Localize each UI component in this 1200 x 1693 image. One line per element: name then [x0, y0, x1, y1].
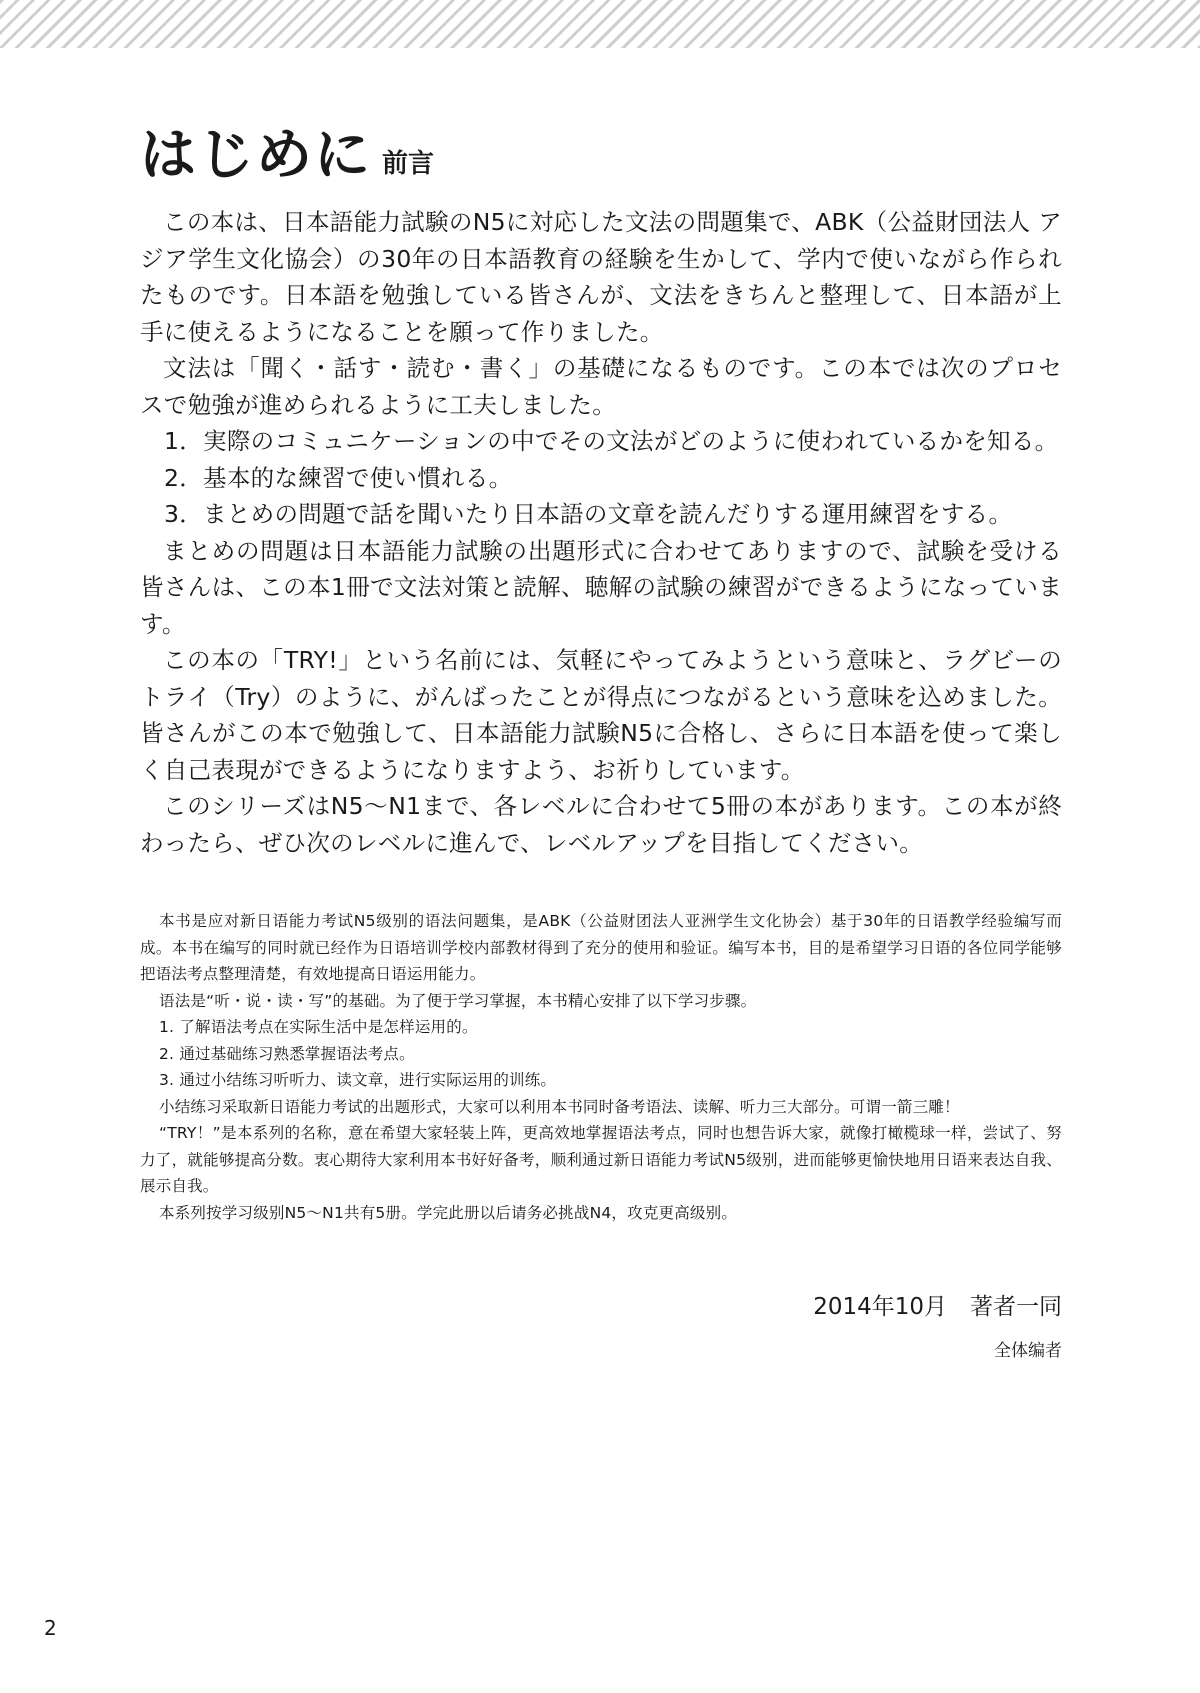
cn-paragraph-grammar: 语法是“听・说・读・写”的基础。为了便于学习掌握，本书精心安排了以下学习步骤。	[159, 991, 757, 1010]
signature-chinese: 全体编者	[994, 1341, 1062, 1361]
decorative-stripe-band	[0, 0, 1200, 48]
signature-date: 2014年10月 著者一同	[813, 1294, 1062, 1320]
jp-paragraph-series: このシリーズはN5～N1まで、各レベルに合わせて5冊の本があります。この本が終わったら、ぜひ次のレベルに進んで、レベルアップを目指してください。	[140, 792, 1062, 857]
jp-step-3: 3．まとめの問題で話を聞いたり日本語の文章を読んだりする運用練習をする。	[164, 500, 1013, 528]
jp-paragraph-try: この本の「TRY!」という名前には、気軽にやってみようという意味と、ラグビーのトライ（Try）のように、がんばったことが得点につながるという意味を込めました。皆さんがこの本で勉強して、日本語能力試験N5に合格し、さらに日本語を使って楽しく自己表現ができるようになりますよう、お祈りしています。	[140, 646, 1062, 784]
cn-paragraph-summary: 小结练习采取新日语能力考试的出题形式，大家可以利用本书同时备考语法、读解、听力三大部分。可谓一箭三雕！	[159, 1097, 960, 1116]
page-number: 2	[44, 1616, 57, 1640]
japanese-preface	[140, 204, 1062, 861]
page-title: はじめに	[140, 123, 372, 188]
page-subtitle: 前言	[382, 149, 435, 179]
cn-step-3: 3. 通过小结练习听听力、读文章，进行实际运用的训练。	[159, 1071, 557, 1089]
page-heading	[140, 123, 435, 188]
cn-paragraph-try: “TRY！”是本系列的名称，意在希望大家轻装上阵，更高效地掌握语法考点，同时也想告诉大家，就像打橄榄球一样，尝试了、努力了，就能够提高分数。衷心期待大家利用本书好好备考，顺利通过新日语能力考试N5级别，进而能够更愉快地用日语来表达自我、展示自我。	[140, 1124, 1062, 1195]
jp-paragraph-summary: まとめの問題は日本語能力試験の出題形式に合わせてありますので、試験を受ける皆さんは、この本1冊で文法対策と読解、聴解の試験の練習ができるようになっています。	[140, 536, 1062, 638]
jp-step-1: 1．実際のコミュニケーションの中でその文法がどのように使われているかを知る。	[164, 427, 1059, 455]
jp-step-2: 2．基本的な練習で使い慣れる。	[164, 463, 513, 492]
cn-step-2: 2. 通过基础练习熟悉掌握语法考点。	[159, 1044, 415, 1063]
cn-step-1: 1. 了解语法考点在实际生活中是怎样运用的。	[159, 1018, 478, 1036]
cn-paragraph-intro: 本书是应对新日语能力考试N5级别的语法问题集，是ABK（公益财团法人亚洲学生文化协会）基于30年的日语教学经验编写而成。本书在编写的同时就已经作为日语培训学校内部教材得到了充分的使用和验证。编写本书，目的是希望学习日语的各位同学能够把语法考点整理清楚，有效地提高日语运用能力。	[140, 912, 1062, 983]
jp-paragraph-intro: この本は、日本語能力試験のN5に対応した文法の問題集で、ABK（公益財団法人 アジア学生文化協会）の30年の日本語教育の経験を生かして、学内で使いながら作られたものです。日本語を勉強している皆さんが、文法をきちんと整理して、日本語が上手に使えるようになることを願って作りました。	[140, 208, 1062, 346]
jp-paragraph-grammar: 文法は「聞く・話す・読む・書く」の基礎になるものです。この本では次のプロセスで勉強が進められるように工夫しました。	[140, 354, 1062, 419]
chinese-preface	[140, 908, 1062, 1226]
cn-paragraph-series: 本系列按学习级别N5～N1共有5册。学完此册以后请务必挑战N4，攻克更高级别。	[159, 1203, 738, 1222]
